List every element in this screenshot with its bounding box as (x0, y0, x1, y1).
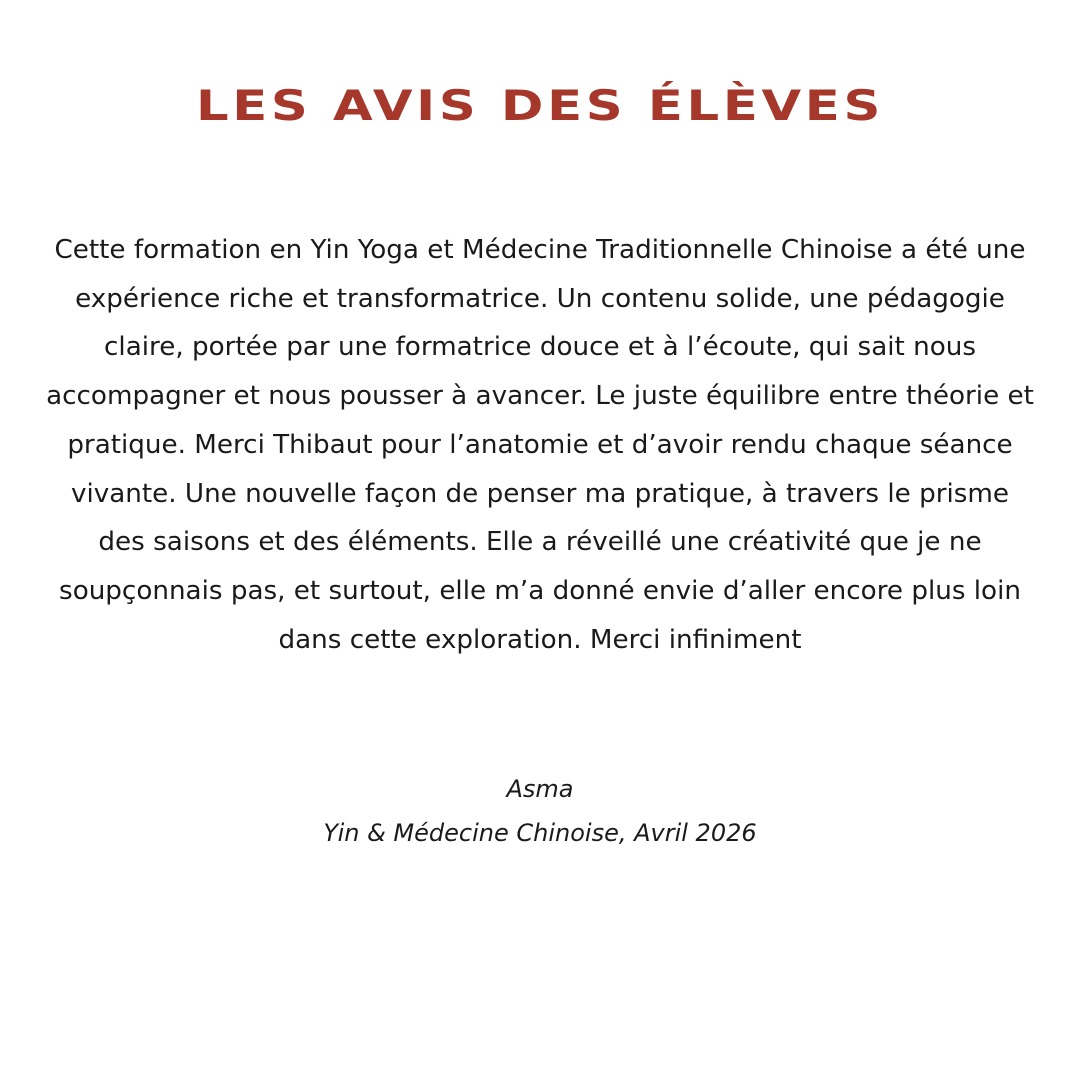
page-title: LES AVIS DES ÉLÈVES (195, 81, 885, 130)
testimonial-author: Asma (506, 775, 574, 803)
testimonial-course: Yin & Médecine Chinoise, Avril 2026 (323, 819, 757, 847)
testimonial-text: Cette formation en Yin Yoga et Médecine Traditionnelle Chinoise a été une expérience riche et transformatrice. Un contenu solide, une pédagogie claire, portée par une formatrice douce et à l’écoute, qui sait nous accompagner et nous pousser à avancer. Le juste équilibre entre théorie et pratique. Merci Thibaut pour l’anatomie et d’avoir rendu chaque séance vivante. Une nouvelle façon de penser ma pratique, à travers le prisme des saisons et des éléments. Elle a réveillé une créativité que je ne soupçonnais pas, et surtout, elle m’a donné envie d’aller encore plus loin dans cette exploration. Merci infiniment (46, 235, 1034, 655)
